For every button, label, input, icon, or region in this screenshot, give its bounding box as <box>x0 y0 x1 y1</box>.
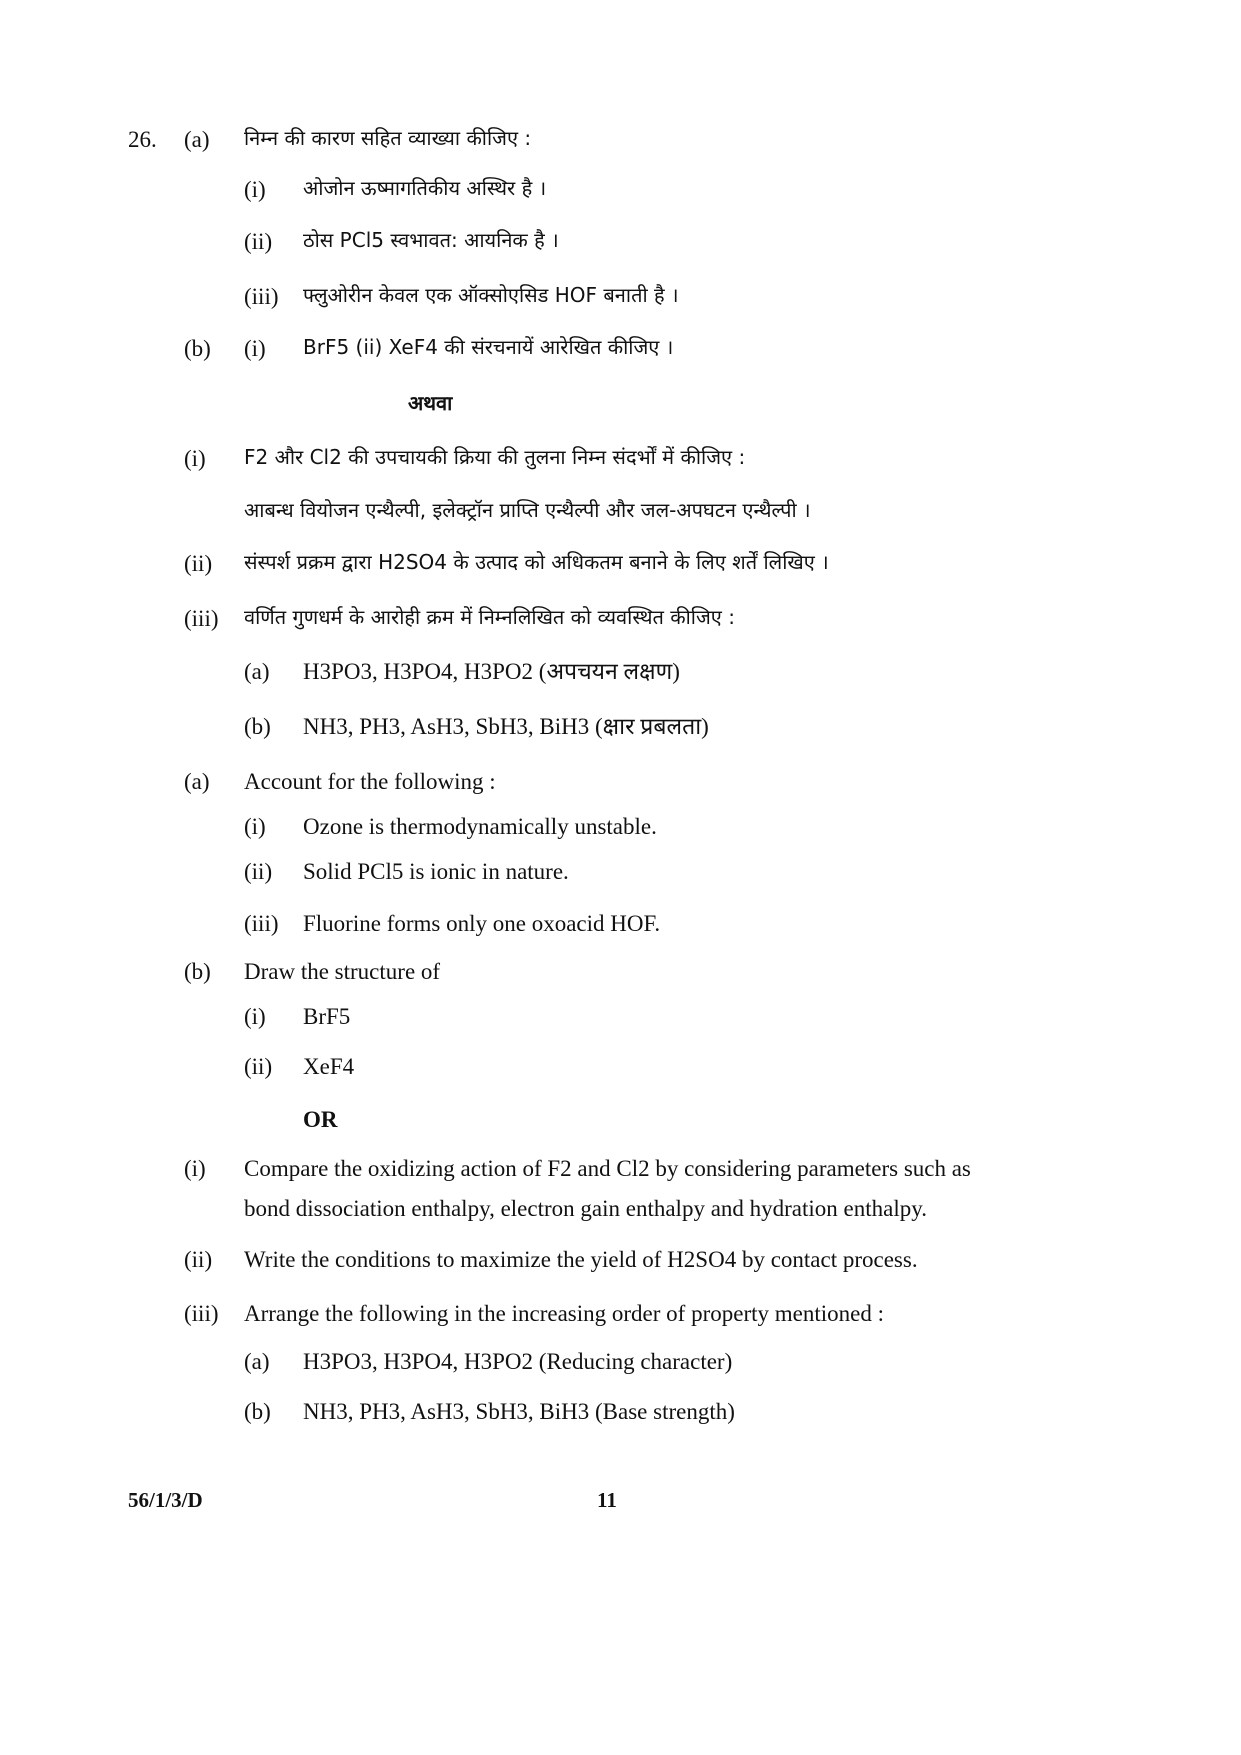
hi-a-item-marker: (iii) <box>244 284 279 309</box>
en-sub-text: H3PO3, H3PO4, H3PO2 (Reducing character) <box>303 1349 733 1374</box>
en-alt-marker: (iii) <box>184 1301 219 1326</box>
hi-a-item-marker: (i) <box>244 177 266 202</box>
en-b-item-marker: (ii) <box>244 1054 273 1079</box>
hi-alt-line: F2 और Cl2 की उपचायकी क्रिया की तुलना निम्न संदर्भों में कीजिए : <box>244 445 746 469</box>
en-part-a-intro: Account for the following : <box>244 769 496 794</box>
hi-sub-marker: (b) <box>244 714 271 739</box>
hi-a-item-text: फ्लुओरीन केवल एक ऑक्सोएसिड HOF बनाती है । <box>303 283 679 307</box>
en-alt-line: Write the conditions to maximize the yield of H2SO4 by contact process. <box>244 1247 918 1272</box>
hi-sub-text: H3PO3, H3PO4, H3PO2 (अपचयन लक्षण) <box>303 659 680 684</box>
en-b-item-text: XeF4 <box>303 1054 355 1079</box>
hi-a-item-marker: (ii) <box>244 229 273 254</box>
en-alt-marker: (ii) <box>184 1247 213 1272</box>
en-sub-marker: (a) <box>244 1349 270 1374</box>
hi-part-a-marker: (a) <box>184 127 210 152</box>
en-a-item-marker: (iii) <box>244 911 279 936</box>
question-number: 26. <box>128 127 157 152</box>
en-part-b-intro: Draw the structure of <box>244 959 441 984</box>
en-b-item-text: BrF5 <box>303 1004 351 1029</box>
en-part-a-marker: (a) <box>184 769 210 794</box>
en-part-b-marker: (b) <box>184 959 211 984</box>
en-alt-line: Compare the oxidizing action of F2 and Cl2 by considering parameters such as <box>244 1156 971 1181</box>
en-alt-line: Arrange the following in the increasing order of property mentioned : <box>244 1301 884 1326</box>
hi-b-sub-marker: (i) <box>244 336 266 361</box>
en-a-item-text: Solid PCl5 is ionic in nature. <box>303 859 569 884</box>
hi-alt-marker: (i) <box>184 446 206 471</box>
hi-sub-marker: (a) <box>244 659 270 684</box>
hi-a-item-text: ओजोन ऊष्मागतिकीय अस्थिर है । <box>303 176 547 200</box>
en-sub-marker: (b) <box>244 1399 271 1424</box>
hi-part-b-marker: (b) <box>184 336 211 361</box>
paper-code: 56/1/3/D <box>128 1488 203 1512</box>
hi-sub-text: NH3, PH3, AsH3, SbH3, BiH3 (क्षार प्रबलता) <box>303 714 709 739</box>
hi-alt-line: वर्णित गुणधर्म के आरोही क्रम में निम्नलिखित को व्यवस्थित कीजिए : <box>244 605 735 629</box>
hi-alt-marker: (iii) <box>184 606 219 631</box>
en-alt-line: bond dissociation enthalpy, electron gain enthalpy and hydration enthalpy. <box>244 1196 928 1221</box>
hi-alt-line: संस्पर्श प्रक्रम द्वारा H2SO4 के उत्पाद को अधिकतम बनाने के लिए शर्तें लिखिए । <box>244 550 829 574</box>
en-a-item-text: Ozone is thermodynamically unstable. <box>303 814 657 839</box>
en-a-item-marker: (ii) <box>244 859 273 884</box>
hi-alt-line: आबन्ध वियोजन एन्थैल्पी, इलेक्ट्रॉन प्राप्ति एन्थैल्पी और जल-अपघटन एन्थैल्पी । <box>244 498 811 522</box>
hi-b-text: BrF5 (ii) XeF4 की संरचनायें आरेखित कीजिए । <box>303 335 674 359</box>
en-sub-text: NH3, PH3, AsH3, SbH3, BiH3 (Base strength) <box>303 1399 735 1424</box>
hi-a-item-text: ठोस PCl5 स्वभावत: आयनिक है । <box>303 228 559 252</box>
page-number: 11 <box>597 1488 617 1512</box>
en-b-item-marker: (i) <box>244 1004 266 1029</box>
en-a-item-text: Fluorine forms only one oxoacid HOF. <box>303 911 661 936</box>
en-a-item-marker: (i) <box>244 814 266 839</box>
hi-or-heading: अथवा <box>408 391 453 415</box>
hi-alt-marker: (ii) <box>184 551 213 576</box>
en-or-heading: OR <box>303 1107 338 1132</box>
hi-part-a-intro: निम्न की कारण सहित व्याख्या कीजिए : <box>244 126 532 150</box>
en-alt-marker: (i) <box>184 1156 206 1181</box>
